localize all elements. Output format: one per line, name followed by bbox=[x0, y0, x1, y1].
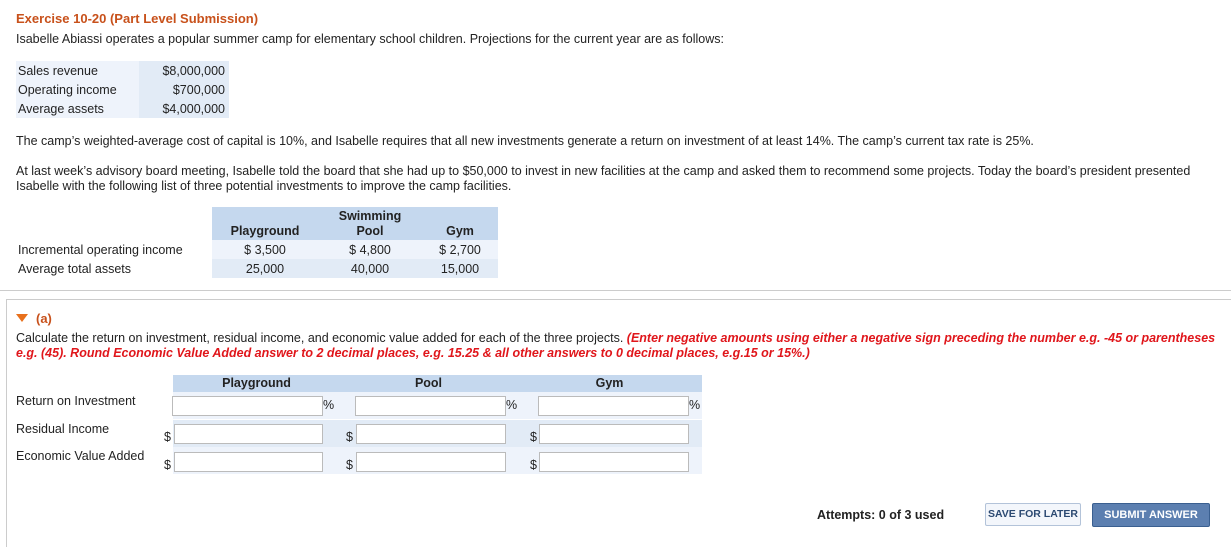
save-for-later-button[interactable]: SAVE FOR LATER bbox=[985, 503, 1081, 526]
projection-label: Sales revenue bbox=[16, 61, 139, 80]
dollar-sign: $ bbox=[530, 430, 537, 444]
ri-gym-input[interactable] bbox=[539, 424, 689, 444]
header-blank bbox=[16, 207, 212, 240]
projection-value: $700,000 bbox=[139, 80, 229, 99]
row-label: Average total assets bbox=[16, 259, 212, 278]
roi-gym-input[interactable] bbox=[538, 396, 689, 416]
part-a-instruction bbox=[16, 331, 1221, 361]
dollar-sign: $ bbox=[164, 458, 171, 472]
collapse-triangle-icon[interactable] bbox=[16, 314, 28, 322]
table-header-row bbox=[16, 207, 498, 240]
eva-playground-input[interactable] bbox=[174, 452, 323, 472]
header-swimming-pool bbox=[318, 207, 422, 240]
col-header-pool: Pool bbox=[340, 375, 517, 392]
percent-sign: % bbox=[689, 398, 701, 412]
eva-gym-input[interactable] bbox=[539, 452, 689, 472]
cell-playground: $ 3,500 bbox=[212, 240, 318, 259]
table-row bbox=[16, 80, 229, 99]
cell-gym: 15,000 bbox=[422, 259, 498, 278]
instruction-text: Calculate the return on investment, residual income, and economic value added for each of the three projects. bbox=[16, 331, 624, 345]
projection-value: $4,000,000 bbox=[139, 99, 229, 118]
table-row bbox=[16, 240, 498, 259]
exercise-intro: Isabelle Abiassi operates a popular summer camp for elementary school children. Projections for the current year are as follows: bbox=[16, 32, 724, 46]
ri-pool-input[interactable] bbox=[356, 424, 506, 444]
cell-pool: 40,000 bbox=[318, 259, 422, 278]
dollar-sign: $ bbox=[164, 430, 171, 444]
header-pool-line2: Pool bbox=[356, 224, 384, 238]
wacc-paragraph: The camp’s weighted-average cost of capital is 10%, and Isabelle requires that all new investments generate a return on investment of at least 14%. The camp’s current tax rate is 25%. bbox=[16, 134, 1034, 148]
cell-gym: $ 2,700 bbox=[422, 240, 498, 259]
dollar-sign: $ bbox=[346, 458, 353, 472]
part-a-heading[interactable] bbox=[16, 311, 52, 326]
header-gym: Gym bbox=[422, 207, 498, 240]
instruction-red-note: (Enter negative amounts using either a negative sign preceding the number e.g. -45 or parentheses e.g. (45). Round Economic Value Added answer to 2 decimal places, e.g. 15.25 & all other answers to 0 decimal places, e.g.15 or 15%.) bbox=[16, 331, 1216, 360]
table-row bbox=[16, 99, 229, 118]
attempts-counter: Attempts: 0 of 3 used bbox=[817, 508, 945, 522]
cell-playground: 25,000 bbox=[212, 259, 318, 278]
projection-label: Operating income bbox=[16, 80, 139, 99]
submit-answer-button[interactable]: SUBMIT ANSWER bbox=[1092, 503, 1210, 527]
percent-sign: % bbox=[506, 398, 518, 412]
roi-playground-input[interactable] bbox=[172, 396, 323, 416]
ri-row bbox=[16, 420, 702, 447]
eva-row bbox=[16, 447, 702, 474]
row-label: Incremental operating income bbox=[16, 240, 212, 259]
ri-playground-input[interactable] bbox=[174, 424, 323, 444]
eva-pool-input[interactable] bbox=[356, 452, 506, 472]
meeting-paragraph: At last week’s advisory board meeting, Isabelle told the board that she had up to $50,000 to invest in new facilities at the camp and asked them to recommend some projects. Today the board’s president presented Isabelle with the following list of three potential investments to improve the camp facilities. bbox=[16, 164, 1191, 193]
table-row bbox=[16, 259, 498, 278]
exercise-title: Exercise 10-20 (Part Level Submission) bbox=[16, 11, 259, 26]
projection-value: $8,000,000 bbox=[139, 61, 229, 80]
part-a-label: (a) bbox=[36, 311, 52, 326]
roi-row bbox=[16, 392, 702, 419]
table-row bbox=[16, 61, 229, 80]
ri-label: Residual Income bbox=[16, 420, 173, 447]
dollar-sign: $ bbox=[346, 430, 353, 444]
percent-sign: % bbox=[323, 398, 335, 412]
cell-pool: $ 4,800 bbox=[318, 240, 422, 259]
roi-label: Return on Investment bbox=[16, 392, 173, 419]
header-pool-line1: Swimming bbox=[338, 209, 402, 223]
header-playground: Playground bbox=[212, 207, 318, 240]
dollar-sign: $ bbox=[530, 458, 537, 472]
roi-pool-input[interactable] bbox=[355, 396, 506, 416]
projections-table bbox=[16, 61, 229, 118]
projection-label: Average assets bbox=[16, 99, 139, 118]
answer-grid bbox=[16, 375, 702, 474]
eva-label: Economic Value Added bbox=[16, 447, 173, 474]
col-header-playground: Playground bbox=[173, 375, 340, 392]
col-header-gym: Gym bbox=[517, 375, 702, 392]
investments-table bbox=[16, 207, 498, 278]
